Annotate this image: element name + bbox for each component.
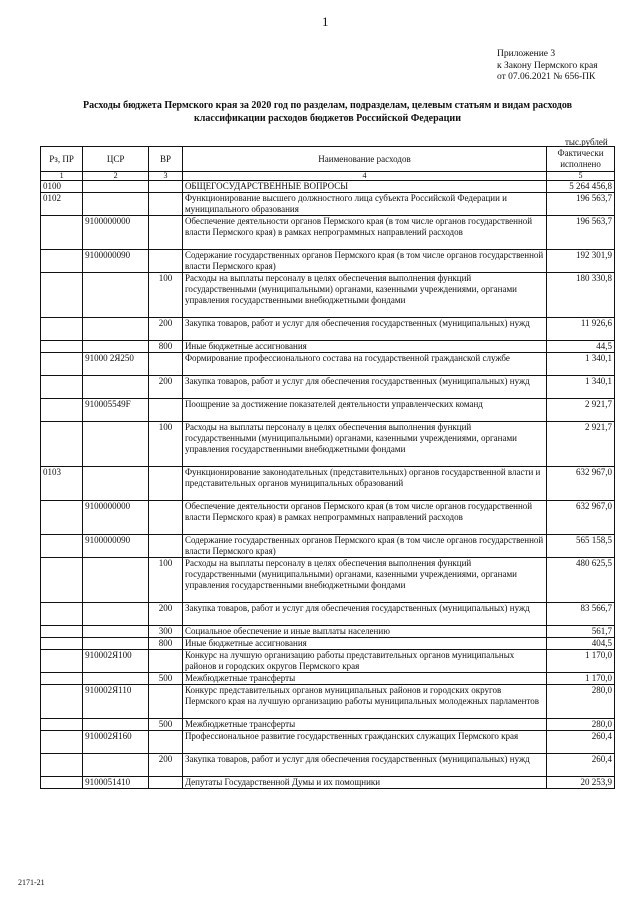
section-code (41, 673, 83, 685)
table-body (41, 181, 615, 789)
target-article-code: 910002Я100 (83, 650, 149, 673)
target-article-code: 9100051410 (83, 777, 149, 789)
expense-name: Межбюджетные трансферты (182, 673, 546, 685)
expense-name: Социальное обеспечение и иные выплаты населению (182, 626, 546, 638)
table-row (41, 216, 615, 250)
expense-name: ОБЩЕГОСУДАРСТВЕННЫЕ ВОПРОСЫ (182, 181, 546, 193)
target-article-code (83, 719, 149, 731)
section-code (41, 376, 83, 399)
expense-type-code: 500 (149, 673, 183, 685)
target-article-code (83, 603, 149, 626)
executed-amount: 632 967,0 (547, 501, 615, 535)
executed-amount: 1 170,0 (547, 650, 615, 673)
target-article-code (83, 626, 149, 638)
section-code (41, 558, 83, 603)
executed-amount: 192 301,9 (547, 250, 615, 273)
section-code: 0102 (41, 193, 83, 216)
executed-amount: 280,0 (547, 719, 615, 731)
executed-amount: 260,4 (547, 731, 615, 754)
table-row (41, 650, 615, 673)
target-article-code: 910002Я110 (83, 685, 149, 719)
expense-type-code (149, 193, 183, 216)
executed-amount: 1 340,1 (547, 353, 615, 376)
units-label: тыс.рублей (565, 137, 608, 147)
footer-code: 2171-21 (18, 878, 45, 887)
target-article-code (83, 754, 149, 777)
section-code (41, 638, 83, 650)
table-row (41, 422, 615, 467)
target-article-code (83, 558, 149, 603)
expense-name: Содержание государственных органов Пермского края (в том числе органов государственной власти Пермского края) (182, 250, 546, 273)
target-article-code: 9100000090 (83, 535, 149, 558)
expense-type-code (149, 467, 183, 501)
executed-amount: 1 170,0 (547, 673, 615, 685)
expense-type-code (149, 399, 183, 422)
expense-type-code (149, 501, 183, 535)
target-article-code: 9100000000 (83, 216, 149, 250)
table-row (41, 626, 615, 638)
table-row (41, 250, 615, 273)
expense-type-code (149, 353, 183, 376)
table-row (41, 535, 615, 558)
section-code (41, 353, 83, 376)
expense-type-code (149, 535, 183, 558)
expense-type-code (149, 650, 183, 673)
expense-name: Обеспечение деятельности органов Пермского края (в том числе органов государственной власти Пермского края) в рамках непрограммных направлений расходов (182, 216, 546, 250)
section-code (41, 341, 83, 353)
expense-type-code: 500 (149, 719, 183, 731)
executed-amount: 404,5 (547, 638, 615, 650)
column-number-row (41, 172, 615, 181)
budget-table (40, 146, 615, 789)
expense-name: Конкурс представительных органов муниципальных районов и городских округов Пермского края на лучшую организацию работы муниципальных молодежных парламентов (182, 685, 546, 719)
section-code (41, 685, 83, 719)
target-article-code (83, 193, 149, 216)
target-article-code (83, 273, 149, 318)
title-line-1: Расходы бюджета Пермского края за 2020 год по разделам, подразделам, целевым статьям и видам расходов (83, 100, 572, 111)
expense-type-code: 100 (149, 422, 183, 467)
target-article-code (83, 467, 149, 501)
expense-name: Конкурс на лучшую организацию работы представительных органов муниципальных районов и городских округов Пермского края (182, 650, 546, 673)
table-row (41, 399, 615, 422)
expense-type-code: 200 (149, 376, 183, 399)
target-article-code: 9100000000 (83, 501, 149, 535)
target-article-code (83, 673, 149, 685)
table-row (41, 754, 615, 777)
expense-type-code (149, 181, 183, 193)
section-code (41, 719, 83, 731)
expense-name: Закупка товаров, работ и услуг для обеспечения государственных (муниципальных) нужд (182, 754, 546, 777)
document-title (40, 100, 615, 125)
target-article-code: 9100000090 (83, 250, 149, 273)
column-number: 5 (547, 172, 615, 181)
executed-amount: 20 253,9 (547, 777, 615, 789)
expense-name: Закупка товаров, работ и услуг для обеспечения государственных (муниципальных) нужд (182, 603, 546, 626)
table-row (41, 181, 615, 193)
table-row (41, 685, 615, 719)
executed-amount: 565 158,5 (547, 535, 615, 558)
appendix-line-2: к Закону Пермского края (497, 60, 598, 71)
expense-type-code: 100 (149, 273, 183, 318)
appendix-line-3: от 07.06.2021 № 656-ПК (497, 72, 596, 82)
appendix-line-1: Приложение 3 (497, 49, 556, 59)
target-article-code: 910005549F (83, 399, 149, 422)
executed-amount: 2 921,7 (547, 399, 615, 422)
column-number: 1 (41, 172, 83, 181)
expense-type-code: 200 (149, 754, 183, 777)
executed-amount: 5 264 456,8 (547, 181, 615, 193)
expense-type-code: 100 (149, 558, 183, 603)
table-row (41, 638, 615, 650)
expense-name: Закупка товаров, работ и услуг для обеспечения государственных (муниципальных) нужд (182, 376, 546, 399)
expense-name: Содержание государственных органов Пермского края (в том числе органов государственной власти Пермского края) (182, 535, 546, 558)
target-article-code (83, 341, 149, 353)
executed-amount: 180 330,8 (547, 273, 615, 318)
section-code (41, 626, 83, 638)
executed-amount: 83 566,7 (547, 603, 615, 626)
column-number: 2 (83, 172, 149, 181)
section-code (41, 754, 83, 777)
expense-name: Иные бюджетные ассигнования (182, 341, 546, 353)
table-row (41, 719, 615, 731)
expense-type-code (149, 777, 183, 789)
section-code (41, 501, 83, 535)
header-name: Наименование расходов (182, 147, 546, 172)
executed-amount: 1 340,1 (547, 376, 615, 399)
expense-type-code (149, 731, 183, 754)
table-row (41, 341, 615, 353)
header-vr: ВР (149, 147, 183, 172)
table-row (41, 318, 615, 341)
executed-amount: 260,4 (547, 754, 615, 777)
column-number: 4 (182, 172, 546, 181)
expense-type-code: 800 (149, 341, 183, 353)
expense-name: Иные бюджетные ассигнования (182, 638, 546, 650)
expense-name: Обеспечение деятельности органов Пермского края (в том числе органов государственной власти Пермского края) в рамках непрограммных направлений расходов (182, 501, 546, 535)
table-header-row (41, 147, 615, 172)
target-article-code: 910002Я160 (83, 731, 149, 754)
executed-amount: 2 921,7 (547, 422, 615, 467)
executed-amount: 11 926,6 (547, 318, 615, 341)
executed-amount: 480 625,5 (547, 558, 615, 603)
expense-name: Расходы на выплаты персоналу в целях обеспечения выполнения функций государственными (муниципальными) органами, казенными учреждениями, органами управления государственными внебюджетными фондами (182, 273, 546, 318)
expense-name: Межбюджетные трансферты (182, 719, 546, 731)
page-number: 1 (322, 14, 329, 29)
target-article-code (83, 422, 149, 467)
target-article-code (83, 638, 149, 650)
section-code (41, 731, 83, 754)
expense-name: Депутаты Государственной Думы и их помощники (182, 777, 546, 789)
target-article-code (83, 318, 149, 341)
column-number: 3 (149, 172, 183, 181)
section-code (41, 273, 83, 318)
table-row (41, 353, 615, 376)
table-row (41, 467, 615, 501)
table-row (41, 558, 615, 603)
expense-type-code (149, 250, 183, 273)
section-code (41, 535, 83, 558)
executed-amount: 280,0 (547, 685, 615, 719)
expense-name: Функционирование высшего должностного лица субъекта Российской Федерации и муниципального образования (182, 193, 546, 216)
section-code (41, 603, 83, 626)
section-code (41, 650, 83, 673)
section-code (41, 777, 83, 789)
expense-type-code (149, 216, 183, 250)
table-row (41, 193, 615, 216)
target-article-code (83, 376, 149, 399)
expense-type-code (149, 685, 183, 719)
expense-name: Закупка товаров, работ и услуг для обеспечения государственных (муниципальных) нужд (182, 318, 546, 341)
expense-name: Расходы на выплаты персоналу в целях обеспечения выполнения функций государственными (муниципальными) органами, казенными учреждениями, органами управления государственными внебюджетными фондами (182, 422, 546, 467)
section-code (41, 318, 83, 341)
table-row (41, 273, 615, 318)
appendix-note (497, 49, 598, 84)
section-code (41, 399, 83, 422)
table-row (41, 731, 615, 754)
table-row (41, 376, 615, 399)
expense-type-code: 200 (149, 318, 183, 341)
section-code (41, 422, 83, 467)
section-code (41, 250, 83, 273)
expense-name: Функционирование законодательных (представительных) органов государственной власти и представительных органов муниципальных образований (182, 467, 546, 501)
table-row (41, 777, 615, 789)
table-row (41, 603, 615, 626)
title-line-2: классификации расходов бюджетов Российской Федерации (194, 112, 461, 124)
executed-amount: 44,5 (547, 341, 615, 353)
expense-name: Расходы на выплаты персоналу в целях обеспечения выполнения функций государственными (муниципальными) органами, казенными учреждениями, органами управления государственными внебюджетными фондами (182, 558, 546, 603)
header-amount: Фактически исполнено (547, 147, 615, 172)
expense-name: Формирование профессионального состава на государственной гражданской службе (182, 353, 546, 376)
header-csr: ЦСР (83, 147, 149, 172)
executed-amount: 196 563,7 (547, 193, 615, 216)
expense-type-code: 800 (149, 638, 183, 650)
header-rz-pr: Рз, ПР (41, 147, 83, 172)
expense-type-code: 300 (149, 626, 183, 638)
section-code: 0103 (41, 467, 83, 501)
target-article-code: 91000 2Я250 (83, 353, 149, 376)
expense-name: Профессиональное развитие государственных гражданских служащих Пермского края (182, 731, 546, 754)
section-code (41, 216, 83, 250)
expense-type-code: 200 (149, 603, 183, 626)
expense-name: Поощрение за достижение показателей деятельности управленческих команд (182, 399, 546, 422)
executed-amount: 196 563,7 (547, 216, 615, 250)
table-row (41, 501, 615, 535)
executed-amount: 561,7 (547, 626, 615, 638)
section-code: 0100 (41, 181, 83, 193)
target-article-code (83, 181, 149, 193)
executed-amount: 632 967,0 (547, 467, 615, 501)
table-row (41, 673, 615, 685)
